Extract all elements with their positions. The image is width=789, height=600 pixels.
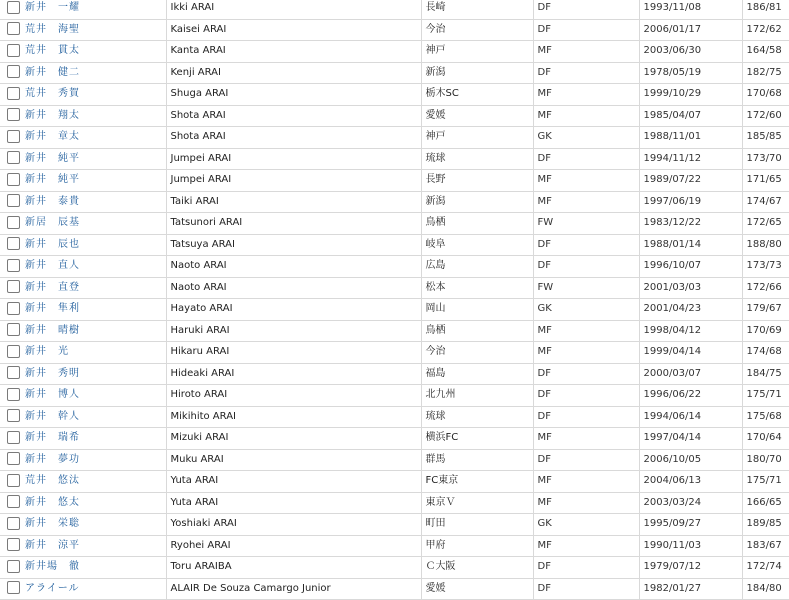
row-select-cell: [0, 557, 21, 579]
player-name-link[interactable]: 荒井 秀賀: [25, 88, 80, 100]
table-row: [0, 578, 789, 600]
player-birthdate: 2004/06/13: [639, 471, 742, 493]
player-name-cell: [21, 535, 166, 557]
player-name-cell: [21, 105, 166, 127]
player-name-link[interactable]: 新井場 徹: [25, 561, 80, 573]
player-height-weight: 171/65: [742, 170, 789, 192]
player-position: MF: [533, 535, 639, 557]
row-select-cell: [0, 492, 21, 514]
player-name-link[interactable]: 新井 悠太: [25, 496, 80, 508]
player-name-link[interactable]: 新井 章太: [25, 131, 80, 143]
player-birthdate: 1994/06/14: [639, 406, 742, 428]
table-row: [0, 41, 789, 63]
player-romanized-name: Haruki ARAI: [166, 320, 421, 342]
player-team: 東京Ｖ: [421, 492, 533, 514]
player-birthdate: 1988/01/14: [639, 234, 742, 256]
row-select-checkbox[interactable]: [7, 323, 20, 336]
table-row: [0, 277, 789, 299]
player-height-weight: 170/69: [742, 320, 789, 342]
table-row: [0, 557, 789, 579]
player-name-cell: [21, 170, 166, 192]
player-name-cell: [21, 84, 166, 106]
player-romanized-name: Mizuki ARAI: [166, 428, 421, 450]
player-name-link[interactable]: 新井 翔太: [25, 109, 80, 121]
row-select-cell: [0, 84, 21, 106]
player-position: GK: [533, 514, 639, 536]
row-select-checkbox[interactable]: [7, 1, 20, 14]
player-romanized-name: Tatsunori ARAI: [166, 213, 421, 235]
player-name-cell: [21, 299, 166, 321]
player-name-link[interactable]: 新井 晴樹: [25, 324, 80, 336]
table-row: [0, 19, 789, 41]
player-position: MF: [533, 492, 639, 514]
row-select-cell: [0, 62, 21, 84]
row-select-cell: [0, 471, 21, 493]
player-birthdate: 2003/03/24: [639, 492, 742, 514]
player-name-link[interactable]: 新井 純平: [25, 174, 80, 186]
player-birthdate: 1997/04/14: [639, 428, 742, 450]
player-position: DF: [533, 148, 639, 170]
player-name-cell: [21, 41, 166, 63]
player-romanized-name: Tatsuya ARAI: [166, 234, 421, 256]
row-select-checkbox[interactable]: [7, 560, 20, 573]
player-height-weight: 173/73: [742, 256, 789, 278]
player-name-link[interactable]: 新井 直人: [25, 260, 80, 272]
player-position: DF: [533, 62, 639, 84]
row-select-checkbox[interactable]: [7, 237, 20, 250]
player-name-cell: [21, 557, 166, 579]
player-height-weight: 175/71: [742, 471, 789, 493]
row-select-checkbox[interactable]: [7, 280, 20, 293]
player-name-link[interactable]: 新井 辰也: [25, 238, 80, 250]
row-select-checkbox[interactable]: [7, 194, 20, 207]
row-select-cell: [0, 320, 21, 342]
player-height-weight: 189/85: [742, 514, 789, 536]
row-select-cell: [0, 299, 21, 321]
player-name-link[interactable]: 新井 幹人: [25, 410, 80, 422]
player-birthdate: 2000/03/07: [639, 363, 742, 385]
row-select-cell: [0, 213, 21, 235]
player-romanized-name: Naoto ARAI: [166, 256, 421, 278]
player-team: 新潟: [421, 62, 533, 84]
player-romanized-name: Ikki ARAI: [166, 0, 421, 19]
player-birthdate: 2001/03/03: [639, 277, 742, 299]
player-name-link[interactable]: 荒井 海聖: [25, 23, 80, 35]
player-height-weight: 166/65: [742, 492, 789, 514]
player-height-weight: 182/75: [742, 62, 789, 84]
player-romanized-name: Kanta ARAI: [166, 41, 421, 63]
player-team: 新潟: [421, 191, 533, 213]
row-select-checkbox[interactable]: [7, 581, 20, 594]
player-position: DF: [533, 557, 639, 579]
player-team: 岐阜: [421, 234, 533, 256]
player-birthdate: 1996/10/07: [639, 256, 742, 278]
row-select-checkbox[interactable]: [7, 409, 20, 422]
player-birthdate: 2006/10/05: [639, 449, 742, 471]
row-select-cell: [0, 406, 21, 428]
player-name-link[interactable]: 新井 涼平: [25, 539, 80, 551]
player-position: DF: [533, 256, 639, 278]
table-row: [0, 385, 789, 407]
player-team: 琉球: [421, 406, 533, 428]
row-select-cell: [0, 256, 21, 278]
player-name-cell: [21, 471, 166, 493]
player-position: MF: [533, 105, 639, 127]
row-select-cell: [0, 191, 21, 213]
player-team: 横浜FC: [421, 428, 533, 450]
player-team: 神戸: [421, 127, 533, 149]
row-select-checkbox[interactable]: [7, 216, 20, 229]
player-height-weight: 175/68: [742, 406, 789, 428]
player-name-link[interactable]: 新井 健二: [25, 66, 80, 78]
player-position: MF: [533, 471, 639, 493]
player-birthdate: 1995/09/27: [639, 514, 742, 536]
player-position: FW: [533, 277, 639, 299]
row-select-checkbox[interactable]: [7, 44, 20, 57]
row-select-cell: [0, 385, 21, 407]
player-name-cell: [21, 148, 166, 170]
row-select-checkbox[interactable]: [7, 452, 20, 465]
player-birthdate: 1990/11/03: [639, 535, 742, 557]
player-position: MF: [533, 320, 639, 342]
row-select-cell: [0, 578, 21, 600]
player-birthdate: 1983/12/22: [639, 213, 742, 235]
player-team: 神戸: [421, 41, 533, 63]
player-birthdate: 2003/06/30: [639, 41, 742, 63]
row-select-checkbox[interactable]: [7, 538, 20, 551]
player-romanized-name: Shuga ARAI: [166, 84, 421, 106]
row-select-checkbox[interactable]: [7, 388, 20, 401]
player-birthdate: 1999/04/14: [639, 342, 742, 364]
player-height-weight: 172/62: [742, 19, 789, 41]
player-romanized-name: Kaisei ARAI: [166, 19, 421, 41]
table-row: [0, 191, 789, 213]
player-romanized-name: Toru ARAIBA: [166, 557, 421, 579]
row-select-cell: [0, 0, 21, 19]
player-birthdate: 1997/06/19: [639, 191, 742, 213]
player-height-weight: 170/64: [742, 428, 789, 450]
row-select-cell: [0, 342, 21, 364]
player-height-weight: 172/60: [742, 105, 789, 127]
row-select-checkbox[interactable]: [7, 259, 20, 272]
player-team: 鳥栖: [421, 213, 533, 235]
player-name-cell: [21, 191, 166, 213]
player-name-link[interactable]: 新井 瑞希: [25, 432, 80, 444]
player-birthdate: 1996/06/22: [639, 385, 742, 407]
table-row: [0, 492, 789, 514]
row-select-checkbox[interactable]: [7, 517, 20, 530]
table-row: [0, 256, 789, 278]
player-name-link[interactable]: 新井 泰貴: [25, 195, 80, 207]
player-position: MF: [533, 191, 639, 213]
player-position: MF: [533, 428, 639, 450]
player-height-weight: 174/68: [742, 342, 789, 364]
table-row: [0, 428, 789, 450]
player-romanized-name: Ryohei ARAI: [166, 535, 421, 557]
player-team: 群馬: [421, 449, 533, 471]
player-romanized-name: Hikaru ARAI: [166, 342, 421, 364]
player-position: DF: [533, 0, 639, 19]
player-team: 岡山: [421, 299, 533, 321]
player-position: DF: [533, 385, 639, 407]
player-name-link[interactable]: 新井 夢功: [25, 453, 80, 465]
player-name-link[interactable]: 新井 一耀: [25, 2, 80, 14]
table-row: [0, 342, 789, 364]
player-team: 今治: [421, 342, 533, 364]
player-name-cell: [21, 213, 166, 235]
player-romanized-name: Hiroto ARAI: [166, 385, 421, 407]
table-row: [0, 62, 789, 84]
player-name-link[interactable]: 荒井 貫太: [25, 45, 80, 57]
player-name-link[interactable]: アライール: [25, 582, 80, 594]
row-select-checkbox[interactable]: [7, 345, 20, 358]
table-row: [0, 84, 789, 106]
row-select-cell: [0, 148, 21, 170]
player-romanized-name: Naoto ARAI: [166, 277, 421, 299]
player-position: DF: [533, 234, 639, 256]
player-name-cell: [21, 578, 166, 600]
row-select-checkbox[interactable]: [7, 173, 20, 186]
player-romanized-name: Hideaki ARAI: [166, 363, 421, 385]
player-name-cell: [21, 449, 166, 471]
player-romanized-name: Taiki ARAI: [166, 191, 421, 213]
table-row: [0, 148, 789, 170]
row-select-checkbox[interactable]: [7, 22, 20, 35]
player-romanized-name: Jumpei ARAI: [166, 170, 421, 192]
row-select-cell: [0, 234, 21, 256]
player-birthdate: 1978/05/19: [639, 62, 742, 84]
player-name-cell: [21, 62, 166, 84]
player-height-weight: 188/80: [742, 234, 789, 256]
player-position: DF: [533, 406, 639, 428]
player-position: MF: [533, 41, 639, 63]
row-select-cell: [0, 363, 21, 385]
player-team: 愛媛: [421, 578, 533, 600]
player-romanized-name: Shota ARAI: [166, 105, 421, 127]
player-romanized-name: Yuta ARAI: [166, 492, 421, 514]
row-select-checkbox[interactable]: [7, 130, 20, 143]
table-row: [0, 0, 789, 19]
player-height-weight: 173/70: [742, 148, 789, 170]
row-select-checkbox[interactable]: [7, 431, 20, 444]
row-select-cell: [0, 449, 21, 471]
player-team: 北九州: [421, 385, 533, 407]
player-position: DF: [533, 578, 639, 600]
row-select-cell: [0, 428, 21, 450]
player-position: FW: [533, 213, 639, 235]
player-height-weight: 179/67: [742, 299, 789, 321]
player-romanized-name: Jumpei ARAI: [166, 148, 421, 170]
player-name-cell: [21, 320, 166, 342]
player-height-weight: 170/68: [742, 84, 789, 106]
player-team: 鳥栖: [421, 320, 533, 342]
table-row: [0, 170, 789, 192]
row-select-cell: [0, 170, 21, 192]
player-height-weight: 185/85: [742, 127, 789, 149]
player-name-link[interactable]: 新居 辰基: [25, 217, 80, 229]
player-name-cell: [21, 406, 166, 428]
row-select-checkbox[interactable]: [7, 302, 20, 315]
player-position: GK: [533, 299, 639, 321]
player-height-weight: 172/74: [742, 557, 789, 579]
player-team: 栃木SC: [421, 84, 533, 106]
row-select-cell: [0, 127, 21, 149]
player-birthdate: 1982/01/27: [639, 578, 742, 600]
player-team: 広島: [421, 256, 533, 278]
row-select-cell: [0, 105, 21, 127]
player-position: DF: [533, 449, 639, 471]
row-select-checkbox[interactable]: [7, 366, 20, 379]
player-height-weight: 184/75: [742, 363, 789, 385]
player-birthdate: 1979/07/12: [639, 557, 742, 579]
table-row: [0, 105, 789, 127]
player-height-weight: 186/81: [742, 0, 789, 19]
table-row: [0, 299, 789, 321]
player-team: 甲府: [421, 535, 533, 557]
table-row: [0, 406, 789, 428]
player-name-cell: [21, 0, 166, 19]
player-name-cell: [21, 385, 166, 407]
player-romanized-name: Kenji ARAI: [166, 62, 421, 84]
player-team: FC東京: [421, 471, 533, 493]
table-row: [0, 213, 789, 235]
player-romanized-name: Yuta ARAI: [166, 471, 421, 493]
player-position: MF: [533, 342, 639, 364]
table-row: [0, 363, 789, 385]
player-name-link[interactable]: 荒井 悠汰: [25, 475, 80, 487]
row-select-checkbox[interactable]: [7, 108, 20, 121]
row-select-checkbox[interactable]: [7, 474, 20, 487]
row-select-cell: [0, 535, 21, 557]
player-romanized-name: Hayato ARAI: [166, 299, 421, 321]
player-height-weight: 184/80: [742, 578, 789, 600]
player-name-cell: [21, 234, 166, 256]
row-select-cell: [0, 277, 21, 299]
player-name-cell: [21, 492, 166, 514]
table-row: [0, 471, 789, 493]
player-position: GK: [533, 127, 639, 149]
player-name-cell: [21, 363, 166, 385]
player-birthdate: 2006/01/17: [639, 19, 742, 41]
player-name-link[interactable]: 新井 直登: [25, 281, 80, 293]
table-row: [0, 535, 789, 557]
player-romanized-name: Mikihito ARAI: [166, 406, 421, 428]
player-team: 長野: [421, 170, 533, 192]
player-height-weight: 183/67: [742, 535, 789, 557]
player-team: Ｃ大阪: [421, 557, 533, 579]
player-romanized-name: Yoshiaki ARAI: [166, 514, 421, 536]
player-team: 福島: [421, 363, 533, 385]
player-birthdate: 1999/10/29: [639, 84, 742, 106]
player-birthdate: 1989/07/22: [639, 170, 742, 192]
player-height-weight: 174/67: [742, 191, 789, 213]
player-team: 愛媛: [421, 105, 533, 127]
player-height-weight: 164/58: [742, 41, 789, 63]
player-romanized-name: Muku ARAI: [166, 449, 421, 471]
player-birthdate: 2001/04/23: [639, 299, 742, 321]
row-select-checkbox[interactable]: [7, 87, 20, 100]
player-birthdate: 1998/04/12: [639, 320, 742, 342]
table-row: [0, 320, 789, 342]
player-name-link[interactable]: 新井 隼利: [25, 303, 80, 315]
player-height-weight: 180/70: [742, 449, 789, 471]
player-name-cell: [21, 19, 166, 41]
row-select-checkbox[interactable]: [7, 65, 20, 78]
player-name-cell: [21, 256, 166, 278]
player-romanized-name: Shota ARAI: [166, 127, 421, 149]
table-row: [0, 127, 789, 149]
player-name-link[interactable]: 新井 純平: [25, 152, 80, 164]
player-height-weight: 172/66: [742, 277, 789, 299]
table-row: [0, 234, 789, 256]
player-team: 松本: [421, 277, 533, 299]
player-height-weight: 175/71: [742, 385, 789, 407]
player-name-cell: [21, 342, 166, 364]
row-select-cell: [0, 19, 21, 41]
player-name-cell: [21, 428, 166, 450]
player-name-link[interactable]: 新井 秀明: [25, 367, 80, 379]
player-romanized-name: ALAIR De Souza Camargo Junior: [166, 578, 421, 600]
player-team: 今治: [421, 19, 533, 41]
player-birthdate: 1988/11/01: [639, 127, 742, 149]
table-row: [0, 514, 789, 536]
player-name-link[interactable]: 新井 博人: [25, 389, 80, 401]
player-birthdate: 1993/11/08: [639, 0, 742, 19]
player-team: 町田: [421, 514, 533, 536]
row-select-cell: [0, 514, 21, 536]
row-select-checkbox[interactable]: [7, 151, 20, 164]
player-name-cell: [21, 277, 166, 299]
player-position: MF: [533, 84, 639, 106]
player-name-cell: [21, 127, 166, 149]
player-team: 琉球: [421, 148, 533, 170]
player-position: DF: [533, 363, 639, 385]
player-team: 長崎: [421, 0, 533, 19]
player-name-link[interactable]: 新井 栄聡: [25, 518, 80, 530]
row-select-cell: [0, 41, 21, 63]
player-position: MF: [533, 170, 639, 192]
row-select-checkbox[interactable]: [7, 495, 20, 508]
table-row: [0, 449, 789, 471]
player-name-cell: [21, 514, 166, 536]
player-height-weight: 172/65: [742, 213, 789, 235]
player-name-link[interactable]: 新井 光: [25, 346, 69, 358]
player-position: DF: [533, 19, 639, 41]
player-birthdate: 1985/04/07: [639, 105, 742, 127]
player-birthdate: 1994/11/12: [639, 148, 742, 170]
